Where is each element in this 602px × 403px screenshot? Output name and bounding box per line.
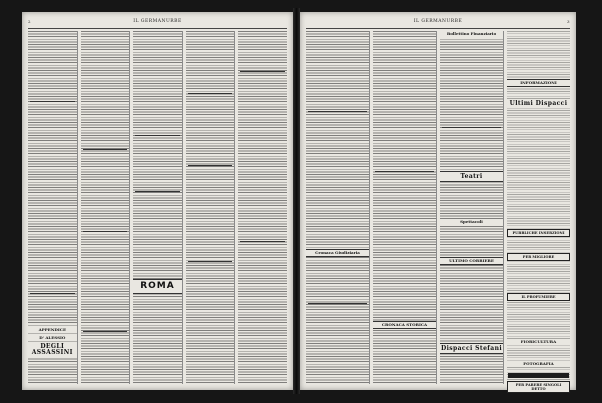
right-newspaper-page xyxy=(300,12,576,390)
left-column-5 xyxy=(238,31,287,384)
teatri-heading: Teatri xyxy=(440,171,503,182)
right-column-4 xyxy=(507,31,570,391)
column-rule xyxy=(83,331,128,332)
advertisement-3: IL PROFUMIERE xyxy=(507,293,570,301)
cronaca-storica-heading: CRONACA STORICA xyxy=(373,321,436,329)
cronaca-giudiziaria-heading: Cronaca Giudiziaria xyxy=(306,249,369,257)
column-rule xyxy=(308,303,367,304)
right-page-columns xyxy=(306,31,570,391)
right-column-1 xyxy=(306,31,370,384)
left-column-2 xyxy=(81,31,131,384)
left-page-columns xyxy=(28,31,287,384)
ultimi-dispacci-heading: Ultimi Dispacci xyxy=(507,99,570,108)
informazioni-heading: INFORMAZIONI xyxy=(507,79,570,87)
serial-title-heading: DEGLI ASSASSINI xyxy=(28,342,77,357)
advertisement-1: PUBBLICHE INSERZIONI xyxy=(507,229,570,237)
column-rule xyxy=(308,111,367,112)
left-newspaper-page xyxy=(22,12,293,390)
roma-heading: ROMA xyxy=(133,279,182,294)
column-rule xyxy=(83,149,128,150)
left-column-3 xyxy=(133,31,183,384)
left-page-masthead xyxy=(28,16,287,29)
column-rule xyxy=(188,165,233,166)
fiorucultura-heading: FIORICULTURA xyxy=(507,339,570,345)
column-rule xyxy=(240,71,285,72)
right-page-masthead xyxy=(306,16,570,29)
dark-ad-bar xyxy=(508,373,569,378)
column-rule xyxy=(442,127,501,128)
book-gutter xyxy=(293,8,300,394)
left-page-number: 2 xyxy=(28,19,32,24)
fotografia-heading: FOTOGRAFIA xyxy=(507,361,570,367)
advertisement-2: PER MIGLIORE xyxy=(507,253,570,261)
spettacoli-heading: Spettacoli xyxy=(440,219,503,225)
column-rule xyxy=(188,93,233,94)
right-column-2 xyxy=(373,31,437,384)
column-rule xyxy=(188,261,233,262)
left-masthead-title: IL GERMANURBE xyxy=(133,19,182,24)
right-column-3 xyxy=(440,31,504,384)
column-rule xyxy=(30,101,75,102)
serial-author-heading: D' ALESSIO xyxy=(28,335,77,341)
dispacci-stefani-heading: Dispacci Stefani xyxy=(440,343,503,354)
column-rule xyxy=(135,135,180,136)
column-rule xyxy=(375,171,434,172)
left-column-4 xyxy=(186,31,236,384)
column-rule xyxy=(30,293,75,294)
column-rule xyxy=(83,231,128,232)
ultimo-corriere-heading: ULTIMO CORRIERE xyxy=(440,257,503,265)
column-rule xyxy=(135,191,180,192)
bollettino-heading: Bollettino Finanziario xyxy=(440,31,503,37)
advertisement-4: PER PARERE SINGOLI DETTO xyxy=(507,381,570,393)
right-masthead-title: IL GERMANURBE xyxy=(413,19,463,24)
left-column-1 xyxy=(28,31,78,384)
column-rule xyxy=(240,241,285,242)
appendice-heading: APPENDICE xyxy=(28,327,77,333)
right-page-number: 3 xyxy=(566,19,570,24)
